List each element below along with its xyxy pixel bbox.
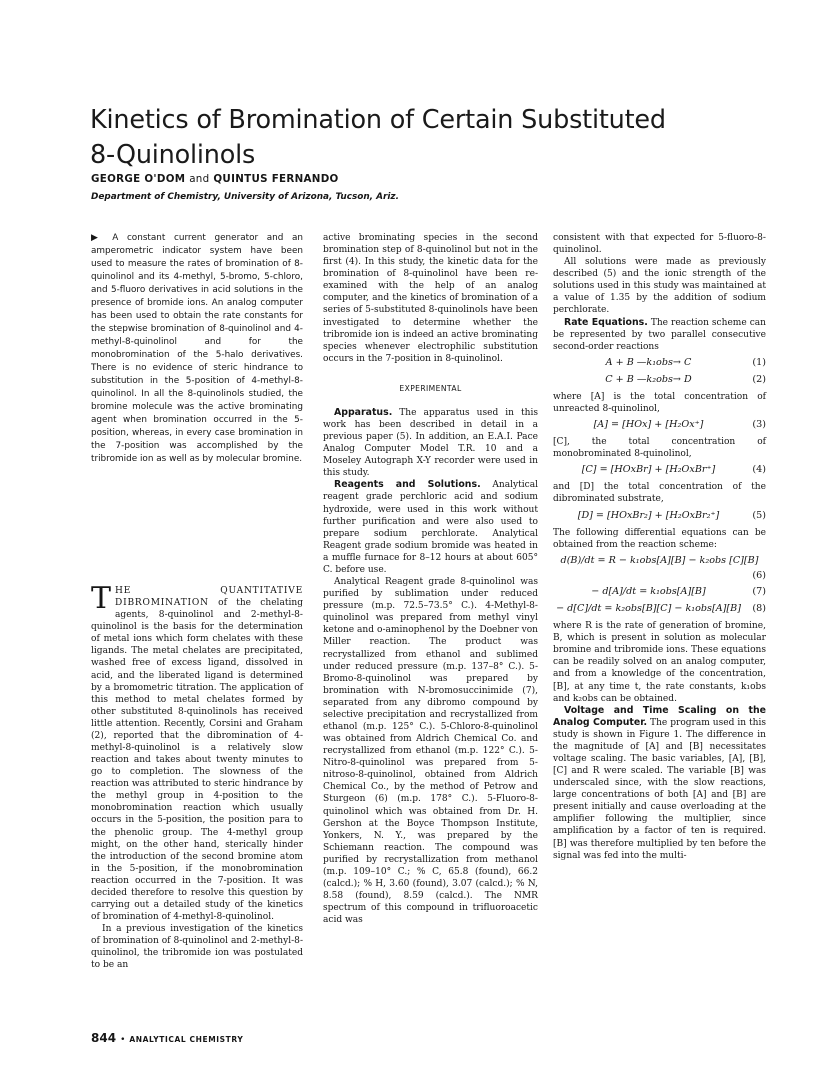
where-text-1: where [A] is the total concentration of unreacted 8-quinolinol, xyxy=(553,391,766,415)
equation-7-number: (7) xyxy=(752,585,766,597)
rate-after-text: where R is the rate of generation of bromine, B, which is present in solution as molecular bromine and tribromide ions. These equations can be readily solved on an analog computer, and from a knowledge of the concentration, [B], at any time t, the rate constants, k₁obs and k₂obs can be obtained. xyxy=(553,621,766,704)
equation-6 xyxy=(553,555,766,567)
drop-cap: T xyxy=(91,581,112,616)
column-3 xyxy=(553,232,766,862)
equation-5 xyxy=(553,510,766,522)
equation-8 xyxy=(553,603,766,615)
intro-paragraph-2-end: active brominating species in the second bromination step of 8-quinolinol but not in the first (4). In this study, the kinetic data for the bromination of 8-quinolinol have been re-examined with the help of an analog computer, and the kinetics of bromination of a series of 5-substituted 8-quinolinols have been investigated to determine whether the tribromide ion is indeed an active brominating species whenever electrophilic substitution occurs in the 7-position in 8-quinolinol. xyxy=(323,233,538,364)
equation-7 xyxy=(553,586,766,598)
equation-1-body: A + B —k₁obs→ C xyxy=(605,356,692,368)
equation-8-number: (8) xyxy=(752,603,766,615)
equation-2-number: (2) xyxy=(752,373,766,385)
voltage-heading: Voltage and Time Scaling on the Analog Computer. xyxy=(553,704,766,728)
where-text-2: [C], the total concentration of monobrominated 8-quinolinol, xyxy=(553,437,766,460)
page-footer xyxy=(91,1027,243,1046)
equation-2 xyxy=(553,374,766,386)
affiliation: Department of Chemistry, University of Arizona, Tucson, Ariz. xyxy=(91,192,399,202)
apparatus-text: The apparatus used in this work has been described in detail in a previous paper (5). In addition, an E.A.I. Pace Analog Computer Model T.R. 10 and a Moseley Autograph X-Y recorder were used in this study. xyxy=(323,407,538,479)
voltage-text: The program used in this study is shown in Figure 1. The difference in the magnitude of [A] and [B] necessitates voltage scaling. The basic variables, [A], [B], [C] and R were scaled. The variable [B] was underscaled since, with the slow reactions, large concentrations of both [A] and [B] are present initially and cause overloading at the amplifier following the multiplier, since amplification by a factor of ten is required. [B] was therefore multiplied by ten before the signal was fed into the multi- xyxy=(553,717,766,861)
introduction xyxy=(91,581,303,972)
author-line xyxy=(91,173,339,185)
apparatus-heading: Apparatus. xyxy=(334,406,393,418)
footer-bullet-icon: • xyxy=(120,1035,126,1045)
consistent-text: consistent with that expected for 5-fluoro-8-quinolinol. xyxy=(553,233,766,256)
page-number: 844 xyxy=(91,1031,117,1045)
equation-1-number: (1) xyxy=(752,356,766,368)
equation-7-body: − d[A]/dt = k₁obs[A][B] xyxy=(591,585,706,597)
equation-5-body: [D] = [HOxBr₂] + [H₂OxBr₂⁺] xyxy=(577,509,720,521)
column-2 xyxy=(323,232,538,926)
rate-paragraph xyxy=(553,317,766,353)
article-title xyxy=(90,103,770,173)
title-line-1: Kinetics of Bromination of Certain Substituted xyxy=(90,105,666,136)
author-conjunction: and xyxy=(189,173,210,185)
abstract-text: A constant current generator and an amperometric indicator system have been used to measure the rates of bromination of 8-quinolinol and its 4-methyl, 5-bromo, 5-chloro, and 5-fluoro derivatives in acid solutions in the presence of bromide ions. An analog computer has been used to obtain the rate constants for the stepwise bromination of 8-quinolinol and 4-methyl-8-quinolinol and for the monobromination of the 5-halo derivatives. There is no evidence of steric hindrance to substitution in the 5-position of 4-methyl-8-quinolinol. In all the 8-quinolinols studied, the bromine molecule was the active brominating agent when bromination occurred in the 5-position, whereas, in every case bromination in the 7-position was accomplished by the tribromide ion as well as by molecular bromine. xyxy=(91,233,303,464)
equation-4-number: (4) xyxy=(752,464,766,476)
section-heading-experimental: EXPERIMENTAL xyxy=(399,383,462,393)
voltage-paragraph xyxy=(553,705,766,862)
where-text-4: The following differential equations can be obtained from the reaction scheme: xyxy=(553,527,766,550)
equation-1 xyxy=(553,357,766,369)
title-line-2: 8-Quinolinols xyxy=(90,140,256,171)
equation-5-number: (5) xyxy=(752,509,766,521)
equation-2-body: C + B —k₂obs→ D xyxy=(605,373,692,385)
abstract xyxy=(91,232,303,561)
column-1 xyxy=(91,232,303,972)
apparatus-paragraph xyxy=(323,407,538,479)
solutions-paragraph: All solutions were made as previously described (5) and the ionic strength of the solutions used in this study was maintained at a value of 1.35 by the addition of sodium perchlorate. xyxy=(553,257,766,316)
intro-smallcaps: HE QUANTITATIVE DIBROMINATION xyxy=(115,586,303,609)
quinolinol-paragraph: Analytical Reagent grade 8-quinolinol was purified by sublimation under reduced pressure (m.p. 72.5–73.5° C.). 4-Methyl-8-quinolinol was prepared from methyl vinyl ketone and o-aminophenol by the Doebner von Miller reaction. The product was recrystallized from ethanol and sublimed under reduced pressure (m.p. 137–8° C.). 5-Bromo-8-quinolinol was prepared by bromination with N-bromosuccinimide (7), separated from any dibromo compound by selective precipitation and recrystallized from ethanol (m.p. 125° C.). 5-Chloro-8-quinolinol was obtained from Aldrich Chemical Co. and recrystallized from ethanol (m.p. 122° C.). 5-Nitro-8-quinolinol was prepared from 5-nitroso-8-quinolinol, obtained from Aldrich Chemical Co., by the method of Petrow and Sturgeon (6) (m.p. 178° C.). 5-Fluoro-8-quinolinol which was obtained from Dr. H. Gershon at the Boyce Thompson Institute, Yonkers, N. Y., was prepared by the Schiemann reaction. The compound was purified by recrystallization from methanol (m.p. 109–10° C.; % C, 65.8 (found), 66.2 (calcd.); % H, 3.60 (found), 3.07 (calcd.); % N, 8.58 (found), 8.59 (calcd.). The NMR spectrum of this compound in trifluoroacetic acid was xyxy=(323,577,538,926)
equation-3-number: (3) xyxy=(752,419,766,431)
equation-4-body: [C] = [HOxBr] + [H₂OxBr⁺] xyxy=(581,464,716,476)
equation-4 xyxy=(553,464,766,476)
equation-6-body: d(B)/dt = R − k₁obs[A][B] − k₂obs [C][B] xyxy=(560,554,759,566)
rate-heading: Rate Equations. xyxy=(564,316,648,328)
equation-8-body: − d[C]/dt = k₂obs[B][C] − k₁obs[A][B] xyxy=(556,603,741,615)
reagents-text: Analytical reagent grade perchloric acid and sodium hydroxide, were used in this work without further purification and were also used to prepare sodium perchlorate. Analytical Reagent grade sodium bromide was heated in a muffle furnace for 8–12 hours at about 605° C. before use. xyxy=(323,480,538,575)
equation-6-number: (6) xyxy=(752,569,766,581)
rate-intro: The reaction scheme can be represented by two parallel consecutive second-order reactions xyxy=(553,317,766,352)
reagents-paragraph xyxy=(323,479,538,576)
abstract-marker-icon: ▶ xyxy=(91,233,104,243)
journal-name: ANALYTICAL CHEMISTRY xyxy=(129,1035,244,1044)
where-text-3: and [D] the total concentration of the dibrominated substrate, xyxy=(553,482,766,505)
author-2: QUINTUS FERNANDO xyxy=(213,173,339,185)
intro-paragraph-2-start: In a previous investigation of the kinetics of bromination of 8-quinolinol and 2-methyl-8-quinolinol, the tribromide ion was postulated to be an xyxy=(91,924,303,971)
equation-3 xyxy=(553,419,766,431)
reagents-heading: Reagents and Solutions. xyxy=(334,479,481,491)
equation-3-body: [A] = [HOx] + [H₂Ox⁺] xyxy=(593,419,704,431)
intro-paragraph-1 xyxy=(91,581,303,923)
intro-paragraph-1-text: of the chelating agents, 8-quinolinol and 2-methyl-8-quinolinol is the basis for the determination of metal ions which form chelates with these ligands. The metal chelates are precipitated, washed free of excess ligand, dissolved in acid, and the liberated ligand is determined by a bromometric titration. The application of this method to metal chelates formed by other substituted 8-quinolinols has received little attention. Recently, Corsini and Graham (2), reported that the dibromination of 4-methyl-8-quinolinol is a relatively slow reaction and takes about twenty minutes to go to completion. The slowness of the reaction was attributed to steric hindrance by the methyl group in 4-position to the monobromination reaction which usually occurs in the 5-position, the position para to the phenolic group. The 4-methyl group might, on the other hand, sterically hinder the introduction of the second bromine atom in the 5-position, if the monobromination reaction occurred in the 7-position. It was decided therefore to resolve this question by carrying out a detailed study of the kinetics of bromination of 4-methyl-8-quinolinol. xyxy=(91,598,303,923)
author-1: GEORGE O'DOM xyxy=(91,173,186,185)
